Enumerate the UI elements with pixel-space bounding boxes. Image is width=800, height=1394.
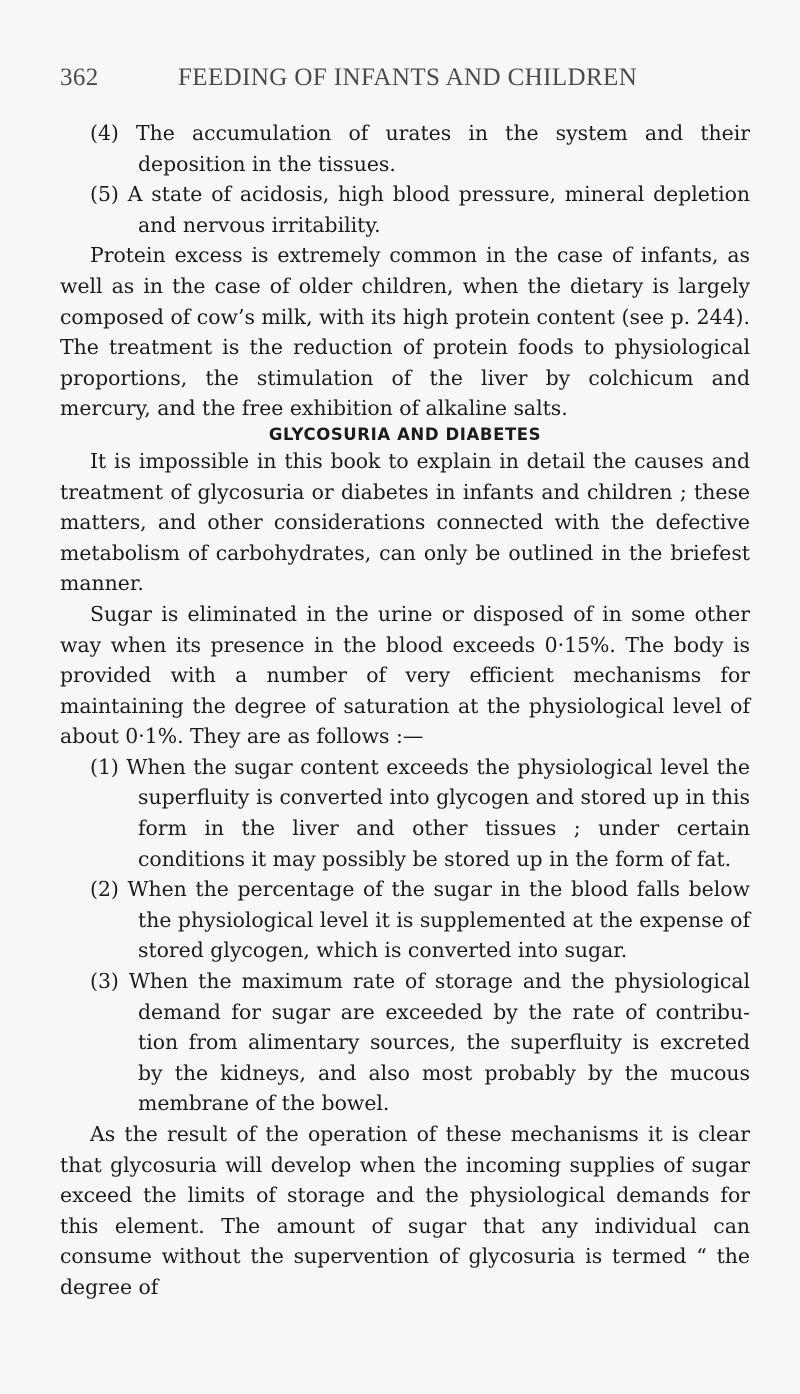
paragraph-impossible: It is impossible in this book to explain in detail the causes and treatment of glycosuria or diabetes in infants and children ; these matters, and other considerations connected with the defective metabolism of carbohydrates, can only be outlined in the briefest manner.	[60, 448, 750, 596]
body-text	[60, 118, 750, 1303]
list-item-3: (3) When the maximum rate of storage and the physiological demand for sugar are exceeded by the rate of contribu- tion from alimentary sources, the superfluity is excreted by the kidneys, and also most probably by the mucous membrane of the bowel.	[90, 969, 750, 1116]
list-item-2: (2) When the percentage of the sugar in the blood falls below the physiological level it is supplemented at the expense of stored glycogen, which is converted into sugar.	[90, 877, 750, 963]
paragraph-sugar: Sugar is eliminated in the urine or disposed of in some other way when its presence in the blood exceeds 0·15%. The body is provided with a number of very efficient mechanisms for maintaining the degree of saturation at the physiological level of about 0·1%. They are as follows :—	[60, 601, 750, 749]
list-item-5: (5) A state of acidosis, high blood pressure, mineral depletion and nervous irritability.	[90, 182, 750, 237]
list-item-4: (4) The accumulation of urates in the system and their deposition in the tissues.	[90, 121, 750, 176]
section-heading: GLYCOSURIA AND DIABETES	[268, 424, 542, 444]
page-number: 362	[60, 64, 99, 91]
paragraph-result: As the result of the operation of these mechanisms it is clear that glycosuria will develop when the incoming supplies of sugar exceed the limits of storage and the physiological demands for this element. The amount of sugar that any individual can consume without the supervention of glycosuria is termed “ the degree of	[60, 1122, 750, 1299]
running-title: FEEDING OF INFANTS AND CHILDREN	[178, 64, 638, 91]
paragraph-protein-excess: Protein excess is extremely common in the case of infants, as well as in the case of older children, when the dietary is largely composed of cow’s milk, with its high protein content (see p. 244). The treatment is the reduction of protein foods to physiological proportions, the stimulation of the liver by colchicum and mercury, and the free exhibition of alkaline salts.	[60, 243, 750, 421]
page-header	[60, 64, 742, 100]
list-item-1: (1) When the sugar content exceeds the physiological level the superfluity is converted into glycogen and stored up in this form in the liver and other tissues ; under certain conditions it may possibly be stored up in the form of fat.	[90, 754, 750, 871]
